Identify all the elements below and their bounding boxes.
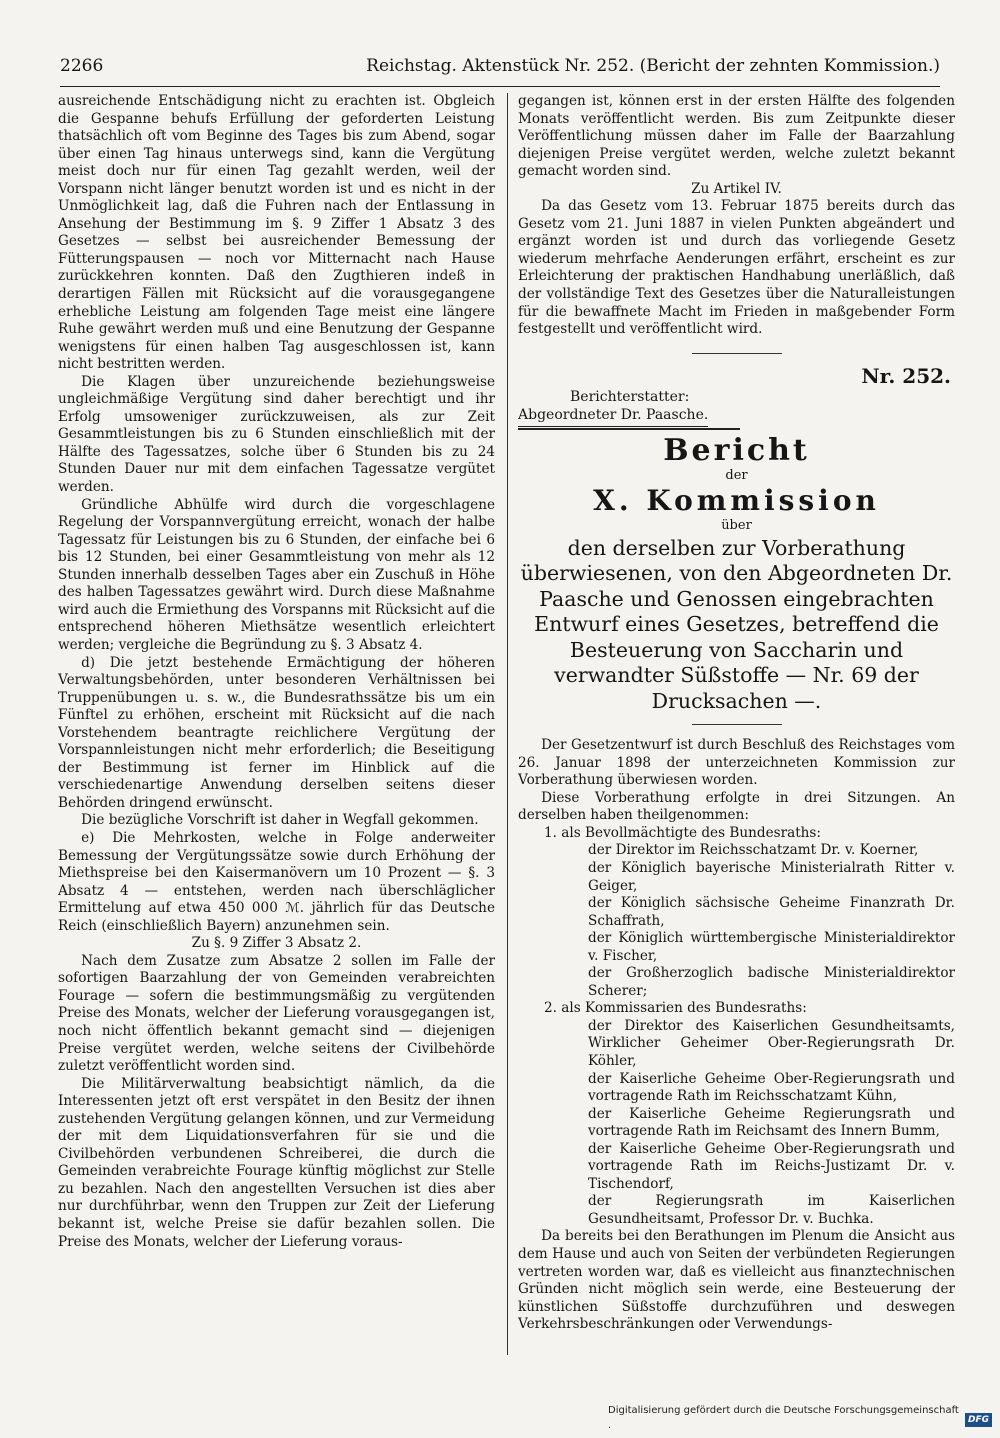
left-column <box>58 93 495 1355</box>
report-subject: den derselben zur Vorberathung überwiesenen, von den Abgeordneten Dr. Paasche und Genossen eingebrachten Entwurf eines Gesetzes, betreffend die Besteuerung von Saccharin und verwandter Süßstoffe — Nr. 69 der Drucksachen —. <box>520 535 953 713</box>
title-der: der <box>725 467 748 483</box>
right-column <box>518 93 955 1355</box>
footer-text: Digitalisierung gefördert durch die Deutsche Forschungsgemeinschaft · <box>608 1405 959 1434</box>
list-item: der Königlich württembergische Ministerialdirektor v. Fischer, <box>588 930 955 964</box>
right-paragraph-2: Diese Vorberathung erfolgte in drei Sitzungen. An derselben haben theilgenommen: <box>518 789 955 824</box>
section-heading-ziffer3: Zu §. 9 Ziffer 3 Absatz 2. <box>191 935 362 952</box>
article-heading: Zu Artikel IV. <box>691 180 782 197</box>
left-paragraph-8: Die Militärverwaltung beabsichtigt nämlich, da die Interessenten jetzt oft erst verspätet in den Besitz der ihnen zustehenden Vergütung gelangen können, und zur Vermeidung der mit dem Liquidationsverfahren für sie und die Civilbehörden verbundenen Schreiberei, die durch die Gemeinden verabreichte Fourage künftig möglichst zur Stelle zu bezahlen. Nach den angestellten Versuchen ist dies aber nur durchführbar, wenn den Truppen zur Zeit der Lieferung bekannt ist, welche Preise sie dafür bezahlen sollen. Die Preise des Monats, welcher der Lieferung voraus- <box>58 1075 495 1250</box>
right-paragraph-3: Da bereits bei den Berathungen im Plenum die Ansicht aus dem Hause und auch von Seiten der verbündeten Regierungen vertreten worden war, daß es vielleicht aus finanztechnischen Gründen nicht möglich sein werde, eine Besteuerung der künstlichen Süßstoffe durchzuführen und deswegen Verkehrsbeschränkungen oder Verwendungs- <box>518 1228 955 1333</box>
left-paragraph-7: Nach dem Zusatze zum Absatze 2 sollen im Falle der sofortigen Baarzahlung der von Gemeinden verabreichten Fourage — sofern die bestimmungsmäßig zu vergütenden Preise des Monats, welcher der Lieferung vorausgegangen ist, noch nicht öffentlich bekannt gemacht sind — diejenigen Preise vergütet werden, welche seitens der Civilbehörde zuletzt veröffentlicht worden sind. <box>58 952 495 1075</box>
list-item: der Direktor des Kaiserlichen Gesundheitsamts, Wirklicher Geheimer Ober-Regierungsrath Dr. Köhler, <box>588 1017 955 1069</box>
list-item: der Kaiserliche Geheime Ober-Regierungsrath und vortragende Rath im Reichsschatzamt Kühn, <box>588 1070 955 1105</box>
report-number: Nr. 252. <box>861 363 951 388</box>
commission-title: X. Kommission <box>593 483 880 517</box>
reporter-name: Abgeordneter Dr. Paasche. <box>518 406 708 427</box>
list-item: der Direktor im Reichsschatzamt Dr. v. Koerner, <box>588 842 919 859</box>
subject-separator <box>692 724 782 725</box>
group2-label: 2. als Kommissarien des Bundesraths: <box>544 1000 807 1017</box>
left-paragraph-4: d) Die jetzt bestehende Ermächtigung der höheren Verwaltungsbehörden, unter besonderen Verhältnissen bei Truppenübungen u. s. w., die Bundesrathssätze bis um ein Fünftel zu erhöhen, erscheint mit Rücksicht auf die nach Vorstehendem beantragte reichlichere Vergütung der Vorspannleistungen nicht mehr erforderlich; die Beseitigung der Bestimmung ist ferner im Hinblick auf die verschiedenartige Anwendung derselben seitens dieser Behörden dringend erwünscht. <box>58 654 495 811</box>
list-item: der Kaiserliche Geheime Ober-Regierungsrath und vortragende Rath im Reichs-Justizamt Dr. v. Tischendorf, <box>588 1140 955 1192</box>
left-paragraph-2: Die Klagen über unzureichende beziehungsweise ungleichmäßige Vergütung sind daher berechtigt und ihr Erfolg umsoweniger zurückzuweisen, als zur Zeit Gesammtleistungen bis zu 6 Stunden einschließlich mit der Hälfte des Tagessatzes, solche über 6 Stunden bis zu 24 Stunden Dauer nur mit dem einfachen Tagessatze vergütet werden. <box>58 373 495 496</box>
group1-list <box>518 842 955 1000</box>
left-paragraph-1: ausreichende Entschädigung nicht zu erachten ist. Obgleich die Gespanne behufs Erfüllung der geforderten Leistung thatsächlich oft vom Beginne des Tages bis zum Abend, sogar über einen Tag hinaus unterwegs sind, kann die Vergütung meist doch nur für einen Tag gezahlt werden, weil der Vorspann nicht länger benutzt worden ist und es nicht in der Unmöglichkeit lag, daß die Fuhren nach der Entlassung in Ansehung der Bestimmung im §. 9 Ziffer 1 Absatz 3 des Gesetzes — selbst bei ausreichender Bemessung der Fütterungspausen — noch vor Mitternacht nach Hause zurückkehren konnten. Daß den Zugthieren indeß in derartigen Fällen mit Rücksicht auf die vorausgegangene erhebliche Leistung am folgenden Tage meist eine längere Ruhe gewährt werden muß und eine Benutzung der Gespanne wenigstens für einen halben Tag ausgeschlossen ist, kann nicht bestritten werden. <box>58 93 495 373</box>
list-item: der Königlich sächsische Geheime Finanzrath Dr. Schaffrath, <box>588 895 955 929</box>
article-paragraph: Da das Gesetz vom 13. Februar 1875 bereits durch das Gesetz vom 21. Juni 1887 in vielen Punkten abgeändert und ergänzt worden ist und durch das vorliegende Gesetz wiederum mehrfache Aenderungen erfährt, erscheint es zur Erleichterung der praktischen Handhabung unerläßlich, daß der vollständige Text des Gesetzes über die Naturalleistungen für die bewaffnete Macht im Frieden in maßgebender Form festgestellt und veröffentlicht wird. <box>518 198 955 338</box>
report-title: Bericht <box>663 432 810 468</box>
reporter-label: Berichterstatter: <box>570 388 690 405</box>
group2-list <box>518 1018 955 1229</box>
digitization-footer <box>608 1405 992 1434</box>
running-title: Reichstag. Aktenstück Nr. 252. (Bericht der zehnten Kommission.) <box>366 56 940 76</box>
section-separator <box>692 353 782 354</box>
dfg-logo: DFG <box>965 1413 992 1427</box>
header-rule <box>60 86 940 87</box>
left-paragraph-6: e) Die Mehrkosten, welche in Folge anderweiter Bemessung der Vergütungssätze sowie durch Erhöhung der Miethspreise bei den Kaisermanövern um 10 Prozent — §. 3 Absatz 4 — entstehen, werden nach überschläglicher Ermittelung auf etwa 450 000 ℳ. jährlich für das Deutsche Reich (einschließlich Bayern) anzunehmen sein. <box>58 829 495 934</box>
column-divider <box>507 93 508 1355</box>
right-intro-paragraph: gegangen ist, können erst in der ersten Hälfte des folgenden Monats veröffentlicht werden. Bis zum Zeitpunkte dieser Veröffentlichung müssen daher im Falle der Baarzahlung diejenigen Preise vergütet werden, welche zuletzt bekannt gemacht worden sind. <box>518 93 955 180</box>
right-paragraph-1: Der Gesetzentwurf ist durch Beschluß des Reichstages vom 26. Januar 1898 der unterzeichneten Kommission zur Vorberathung überwiesen worden. <box>518 737 955 789</box>
left-paragraph-5: Die bezügliche Vorschrift ist daher in Wegfall gekommen. <box>81 812 479 829</box>
group1-label: 1. als Bevollmächtigte des Bundesraths: <box>544 824 821 841</box>
reporter-rule <box>518 428 740 430</box>
list-item: der Großherzoglich badische Ministerialdirektor Scherer; <box>588 965 955 999</box>
list-item: der Kaiserliche Geheime Regierungsrath und vortragende Rath im Reichsamt des Innern Bumm, <box>588 1105 955 1140</box>
left-paragraph-3: Gründliche Abhülfe wird durch die vorgeschlagene Regelung der Vorspannvergütung erreicht, wonach der halbe Tagessatz für Leistungen bis zu 6 Stunden, der einfache bei 6 bis 12 Stunden, bei einer Gesammtleistung von mehr als 12 Stunden innerhalb desselben Tages aber ein Zuschuß in Höhe des halben Tagessatzes gewährt wird. Durch diese Maßnahme wird auch die Ermiethung des Vorspanns mit Rücksicht auf die entsprechend höheren Miethsätze wesentlich erleichtert werden; vergleiche die Begründung zu §. 3 Absatz 4. <box>58 496 495 653</box>
list-item: der Regierungsrath im Kaiserlichen Gesundheitsamt, Professor Dr. v. Buchka. <box>588 1193 955 1227</box>
title-ueber: über <box>721 517 752 533</box>
page-number: 2266 <box>60 56 104 76</box>
page-header <box>60 56 940 86</box>
list-item: der Königlich bayerische Ministerialrath Ritter v. Geiger, <box>588 859 955 894</box>
